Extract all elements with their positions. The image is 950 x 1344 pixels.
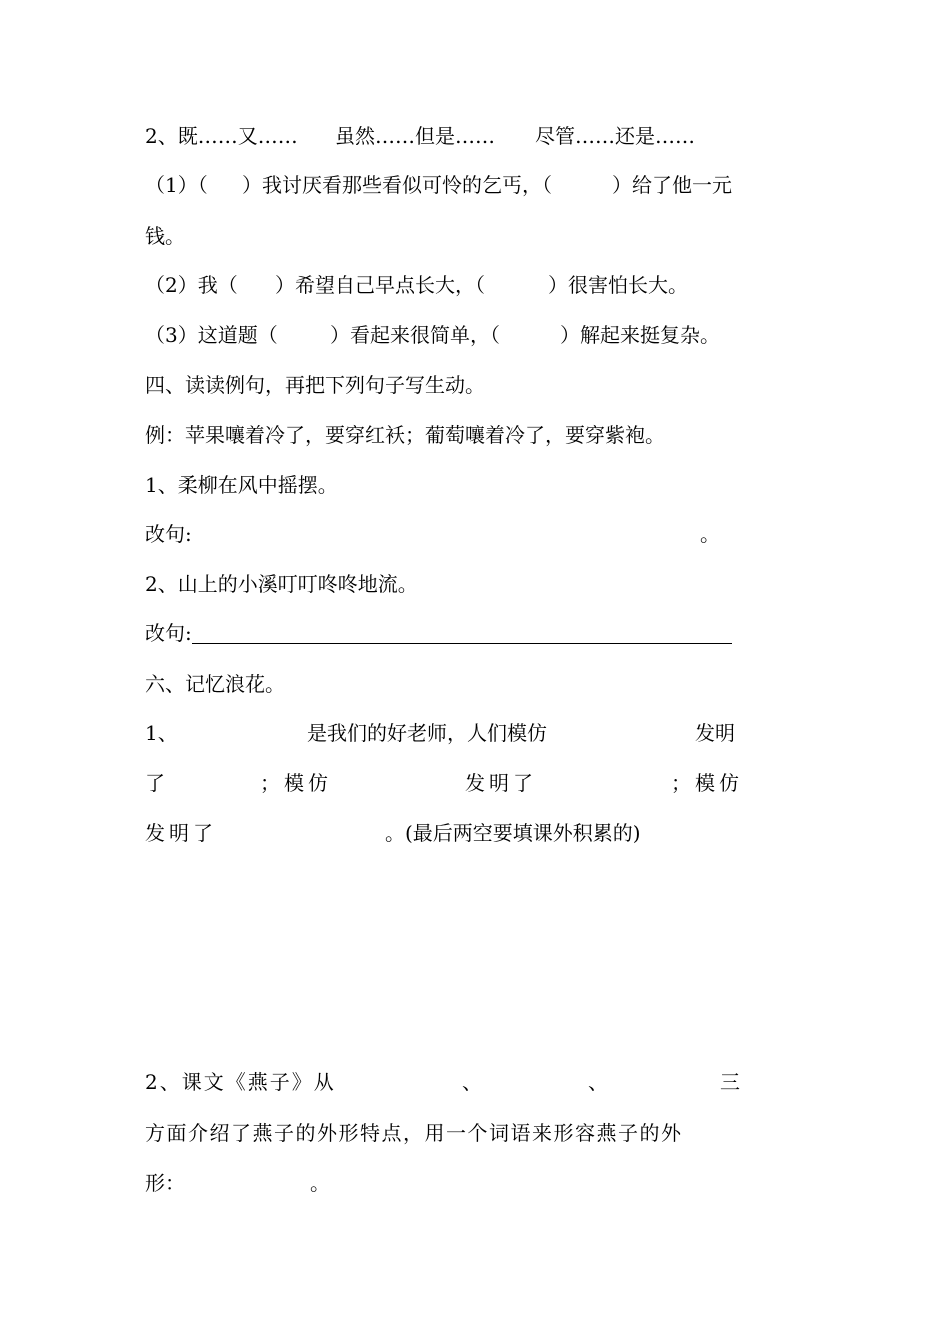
swallow-l1-d: 三 xyxy=(720,1070,740,1094)
swallow-l1-b: 、 xyxy=(462,1070,482,1094)
q3-suffix: ）解起来挺复杂。 xyxy=(560,323,720,347)
connective-option-1: 2、既……又…… xyxy=(145,124,298,148)
q2-prefix: （2）我（ xyxy=(145,273,238,297)
s6-l2-b: ；模仿 xyxy=(260,771,332,795)
q3-prefix: （3）这道题（ xyxy=(145,323,278,347)
q1-middle: ）我讨厌看那些看似可怜的乞丐，（ xyxy=(242,173,552,197)
swallow-l2: 方面介绍了燕子的外形特点，用一个词语来形容燕子的外 xyxy=(145,1121,683,1145)
section6-title: 六、记忆浪花。 xyxy=(145,672,285,696)
s6-l1-c: 发明 xyxy=(695,721,735,745)
swallow-l1-c: 、 xyxy=(588,1070,608,1094)
rewrite1-label: 改句: xyxy=(145,522,192,546)
section4-item1: 1、柔柳在风中摇摆。 xyxy=(145,473,338,497)
rewrite2-label: 改句: xyxy=(145,621,192,645)
s6-l1-b: 是我们的好老师，人们模仿 xyxy=(307,721,547,745)
s6-l2-a: 了 xyxy=(145,771,165,795)
connective-option-2: 虽然……但是…… xyxy=(335,124,495,148)
q1-prefix: （1）（ xyxy=(145,173,208,197)
section4-example: 例：苹果嚷着冷了，要穿红袄；葡萄嚷着冷了，要穿紫袍。 xyxy=(145,423,665,447)
swallow-l3-a: 形： xyxy=(145,1171,185,1195)
s6-l2-d: ；模仿 xyxy=(671,771,743,795)
s6-l1-a: 1、 xyxy=(145,721,178,745)
swallow-l1-a: 2、课文《燕子》从 xyxy=(145,1070,336,1094)
swallow-l3-b: 。 xyxy=(310,1171,330,1195)
q2-suffix: ）很害怕长大。 xyxy=(548,273,688,297)
rewrite1-end: 。 xyxy=(700,522,720,546)
q3-middle: ）看起来很简单，（ xyxy=(330,323,500,347)
section4-title: 四、读读例句，再把下列句子写生动。 xyxy=(145,373,485,397)
connective-option-3: 尽管……还是…… xyxy=(535,124,695,148)
q1-suffix: ）给了他一元 xyxy=(612,173,732,197)
s6-l2-c: 发明了 xyxy=(465,771,537,795)
section4-item2: 2、山上的小溪叮叮咚咚地流。 xyxy=(145,572,418,596)
q2-middle: ）希望自己早点长大，（ xyxy=(275,273,485,297)
s6-l3-b: 。(最后两空要填课外积累的) xyxy=(385,821,641,845)
s6-l3-a: 发明了 xyxy=(145,821,217,845)
rewrite2-answer-line[interactable] xyxy=(192,643,732,644)
q1-continuation: 钱。 xyxy=(145,224,185,248)
